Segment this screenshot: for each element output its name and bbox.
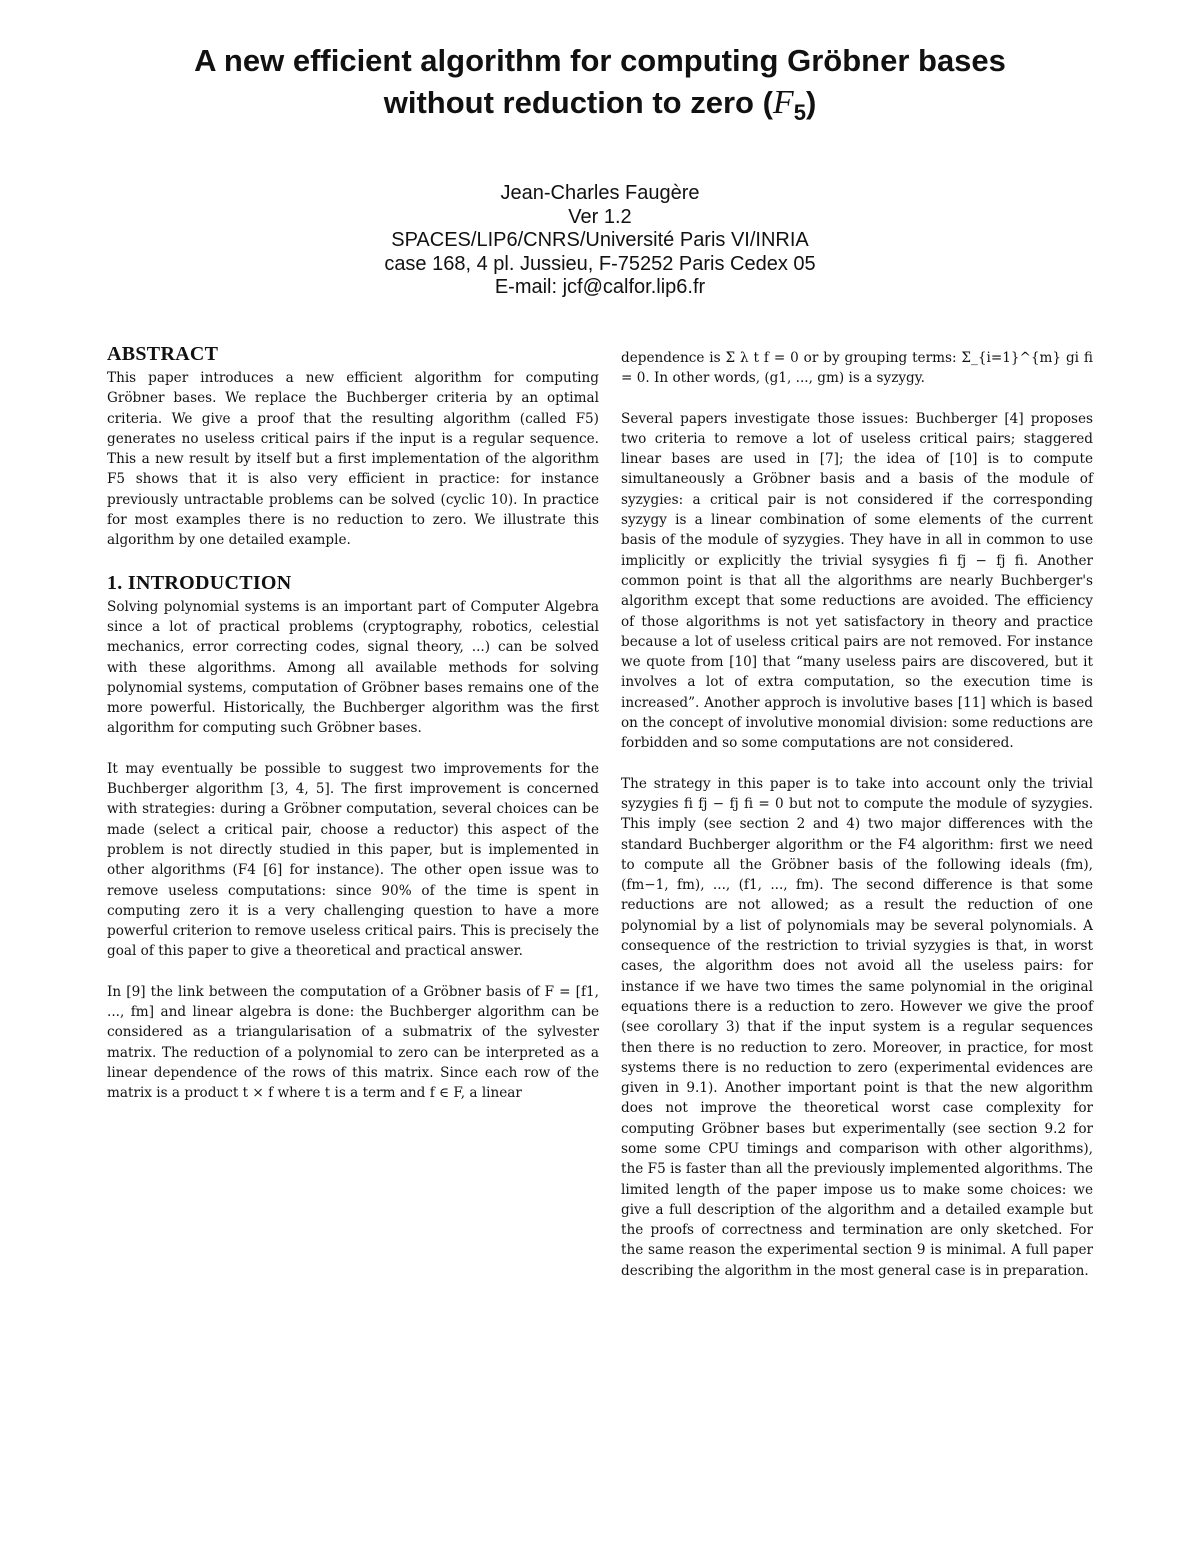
author-name: Jean-Charles Faugère xyxy=(500,182,700,204)
abstract-heading: ABSTRACT xyxy=(107,343,219,365)
right-column xyxy=(621,348,1093,1281)
intro-paragraph-2: It may eventually be possible to suggest two improvements for the Buchberger algorithm [3, 4, 5]. The first improvement is concerned with strategies: during a Gröbner computation, several choices can be made (select a critical pair, choose a reductor) this aspect of the problem is not directly studied in this paper, but is implemented in other algorithms (F4 [6] for instance). The other open issue was to remove useless computations: since 90% of the time is spent in computing zero it is a very challenging question to have a more powerful criterion to remove useless critical pairs. This is precisely the goal of this paper to give a theoretical and practical answer. xyxy=(107,760,599,960)
abstract-text: This paper introduces a new efficient algorithm for computing Gröbner bases. We replace the Buchberger criteria by an optimal criteria. We give a proof that the resulting algorithm (called F5) generates no useless critical pairs if the input is a regular sequence. This a new result by itself but a first implementation of the algorithm F5 shows that it is also very efficient in practice: for instance previously untractable problems can be solved (cyclic 10). In practice for most examples there is no reduction to zero. We illustrate this algorithm by one detailed example. xyxy=(107,370,599,549)
introduction-heading: 1. INTRODUCTION xyxy=(107,571,292,594)
intro-paragraph-6: The strategy in this paper is to take into account only the trivial syzygies fi fj − fj fi = 0 but not to compute the module of syzygies. This imply (see section 2 and 4) two major differences with the standard Buchberger algorithm or the F4 algorithm: first we need to compute all the Gröbner basis of the following ideals (fm), (fm−1, fm), ..., (f1, ..., fm). The second difference is that some reductions are not allowed; as a result the reduction of one polynomial by a list of polynomials may be several polynomials. A consequence of the restriction to trivial syzygies is that, in worst cases, the algorithm does not avoid all the useless pairs: for instance if we have two times the same polynomial in the original equations there is a reduction to zero. However we give the proof (see corollary 3) that if the input system is a regular sequences then there is no reduction to zero. Moreover, in practice, for most systems there is no reduction to zero (experimental evidences are given in 9.1). Another important point is that the new algorithm does not improve the theoretical worst case complexity for computing Gröbner bases but experimentally (see section 9.2 for some some CPU timings and comparison with other algorithms), the F5 is faster than all the previously implemented algorithms. The limited length of the paper impose us to make some choices: we give a full description of the algorithm and a detailed example but the proofs of correctness and termination are only sketched. For the same reason the experimental section 9 is minimal. A full paper describing the algorithm in the most general case is in preparation. xyxy=(621,775,1093,1279)
intro-paragraph-5: Several papers investigate those issues: Buchberger [4] proposes two criteria to remove a lot of useless critical pairs; staggered linear bases are used in [7]; the idea of [10] is to compute simultaneously a Gröbner basis and a basis of the module of syzygies: a critical pair is not considered if the corresponding syzygy is a linear combination of some elements of the current basis of the module of syzygies. They have in all in common to use implicitly or explicitly the trivial sysygies fi fj − fj fi. Another common point is that all the algorithms are nearly Buchberger's algorithm except that some reductions are avoided. The efficiency of those algorithms is not yet satisfactory in theory and practice because a lot of useless critical pairs are not removed. For instance we quote from [10] that “many useless pairs are discovered, but it involves a lot of extra computation, so the execution time is increased”. Another approch is involutive bases [11] which is based on the concept of involutive monomial division: some reductions are forbidden and so some computations are not considered. xyxy=(621,410,1093,752)
author-version: Ver 1.2 xyxy=(568,205,632,228)
author-email: E-mail: jcf@calfor.lip6.fr xyxy=(494,276,706,298)
author-block xyxy=(0,182,1200,300)
title-line-2: without reduction to zero $(F_5)$ xyxy=(383,84,817,126)
author-address: case 168, 4 pl. Jussieu, F-75252 Paris Cedex 05 xyxy=(384,252,816,275)
title-line-1: A new efficient algorithm for computing Gröbner bases xyxy=(194,43,1006,78)
intro-paragraph-4: dependence is Σ λ t f = 0 or by grouping terms: Σ_{i=1}^{m} gi fi = 0. In other words, (g1, ..., gm) is a syzygy. xyxy=(621,350,1093,387)
intro-paragraph-1: Solving polynomial systems is an important part of Computer Algebra since a lot of practical problems (cryptography, robotics, celestial mechanics, error correcting codes, signal theory, ...) can be solved with these algorithms. Among all available methods for solving polynomial systems, computation of Gröbner bases remains one of the more powerful. Historically, the Buchberger algorithm was the first algorithm for computing such Gröbner bases. xyxy=(107,598,599,737)
title-subscript: 5 xyxy=(793,100,806,126)
intro-paragraph-3: In [9] the link between the computation of a Gröbner basis of F = [f1, ..., fm] and linear algebra is done: the Buchberger algorithm can be considered as a triangularisation of a submatrix of the sylvester matrix. The reduction of a polynomial to zero can be interpreted as a linear dependence of the rows of this matrix. Since each row of the matrix is a product t × f where t is a term and f ∈ F, a linear xyxy=(107,983,599,1102)
left-column xyxy=(107,342,599,1104)
paper-title xyxy=(0,40,1200,134)
title-symbol: F xyxy=(772,84,794,121)
author-affiliation: SPACES/LIP6/CNRS/Université Paris VI/INRIA xyxy=(391,229,809,251)
